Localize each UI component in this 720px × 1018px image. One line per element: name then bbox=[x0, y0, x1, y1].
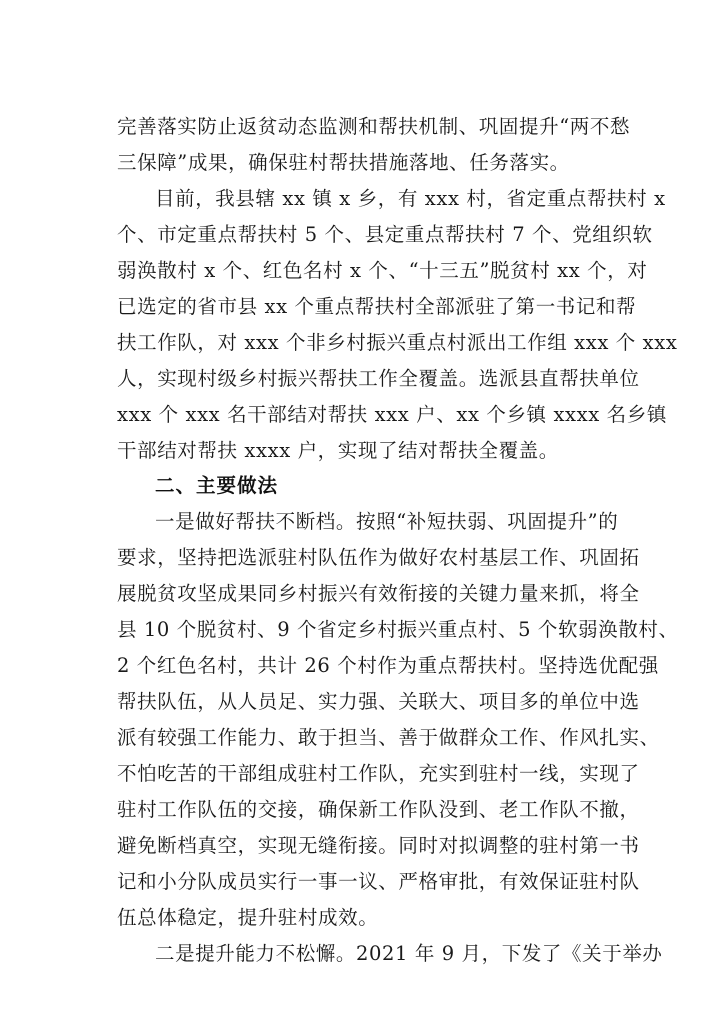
text-line: 县 10 个脱贫村、9 个省定乡村振兴重点村、5 个软弱涣散村、 bbox=[117, 618, 679, 641]
text-line: 干部结对帮扶 xxxx 户，实现了结对帮扶全覆盖。 bbox=[117, 439, 559, 462]
text-line: 人，实现村级乡村振兴帮扶工作全覆盖。选派县直帮扶单位 bbox=[117, 367, 640, 390]
text-line: 不怕吃苦的干部组成驻村工作队，充实到驻村一线，实现了 bbox=[117, 762, 640, 785]
text-line: 完善落实防止返贫动态监测和帮扶机制、巩固提升“两不愁 bbox=[117, 115, 631, 138]
text-line: 避免断档真空，实现无缝衔接。同时对拟调整的驻村第一书 bbox=[117, 834, 640, 857]
text-line: 派有较强工作能力、敢于担当、善于做群众工作、作风扎实、 bbox=[117, 726, 660, 749]
text-line: 要求，坚持把选派驻村队伍作为做好农村基层工作、巩固拓 bbox=[117, 546, 640, 569]
section-heading: 二、主要做法 bbox=[155, 474, 279, 497]
text-line: 弱涣散村 x 个、红色名村 x 个、“十三五”脱贫村 xx 个，对 bbox=[117, 259, 648, 282]
text-line: 已选定的省市县 xx 个重点帮扶村全部派驻了第一书记和帮 bbox=[117, 295, 637, 318]
text-line: 2 个红色名村，共计 26 个村作为重点帮扶村。坚持选优配强 bbox=[117, 654, 659, 677]
text-line: 一是做好帮扶不断档。按照“补短扶弱、巩固提升”的 bbox=[155, 510, 619, 533]
text-line: xxx 个 xxx 名干部结对帮扶 xxx 户、xx 个乡镇 xxxx 名乡镇 bbox=[117, 403, 667, 426]
text-line: 展脱贫攻坚成果同乡村振兴有效衔接的关键力量来抓，将全 bbox=[117, 582, 640, 605]
text-line: 驻村工作队伍的交接，确保新工作队没到、老工作队不撤， bbox=[117, 798, 640, 821]
text-line: 目前，我县辖 xx 镇 x 乡，有 xxx 村，省定重点帮扶村 x bbox=[155, 187, 666, 210]
text-line: 二是提升能力不松懈。2021 年 9 月，下发了《关于举办 bbox=[155, 942, 663, 965]
text-line: 个、市定重点帮扶村 5 个、县定重点帮扶村 7 个、党组织软 bbox=[117, 223, 653, 246]
text-line: 三保障”成果，确保驻村帮扶措施落地、任务落实。 bbox=[117, 151, 570, 174]
text-line: 记和小分队成员实行一事一议、严格审批，有效保证驻村队 bbox=[117, 870, 640, 893]
text-line: 帮扶队伍，从人员足、实力强、关联大、项目多的单位中选 bbox=[117, 690, 640, 713]
text-line: 扶工作队，对 xxx 个非乡村振兴重点村派出工作组 xxx 个 xxx bbox=[117, 331, 678, 354]
text-line: 伍总体稳定，提升驻村成效。 bbox=[117, 906, 379, 929]
